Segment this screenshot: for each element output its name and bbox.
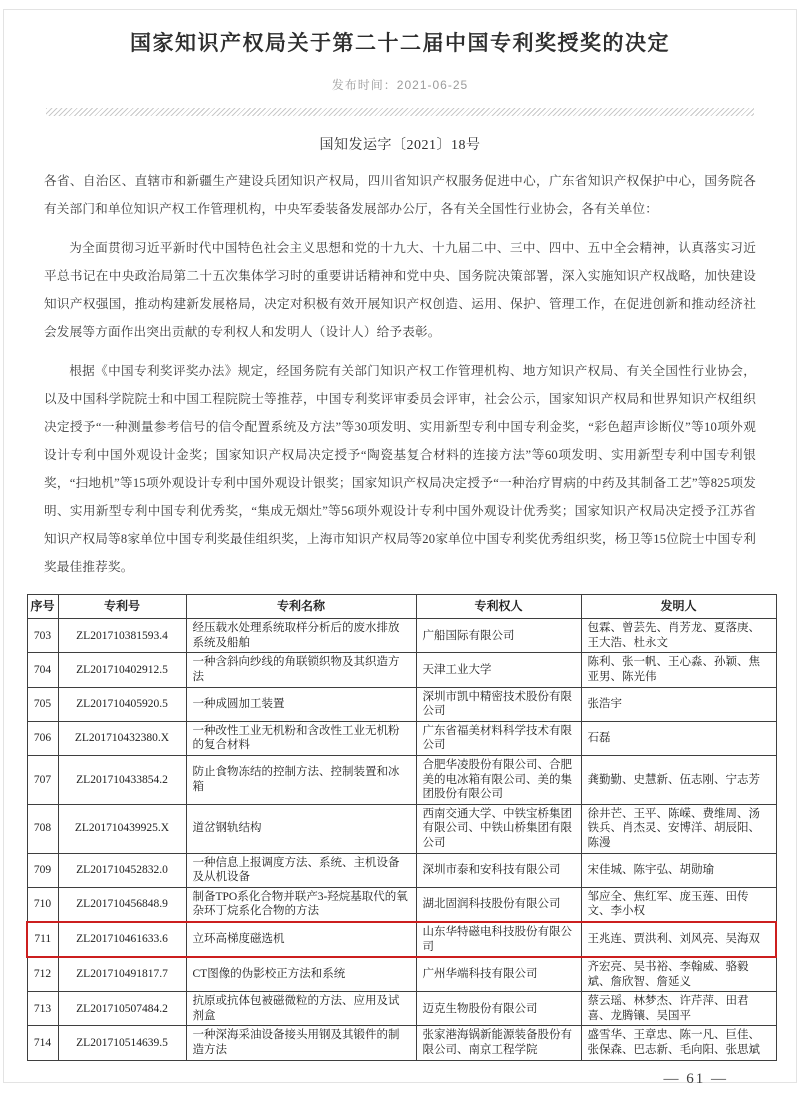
cell-patent-name: 防止食物冻结的控制方法、控制装置和冰箱 [186,755,416,804]
table-row [27,887,776,922]
column-header-patent-name: 专利名称 [186,595,416,619]
paragraph-addressees: 各省、自治区、直辖市和新疆生产建设兵团知识产权局，四川省知识产权服务促进中心，广东省知识产权保护中心，国务院各有关部门和单位知识产权工作管理机构，中央军委装备发展部办公厅，各有关全国性行业协会，各有关单位： [44,174,756,216]
cell-patentee: 天津工业大学 [416,653,581,687]
page-title: 国家知识产权局关于第二十二届中国专利奖授奖的决定 [130,32,670,55]
cell-patent-name: 一种深海采油设备接头用钢及其锻件的制造方法 [186,1026,416,1060]
cell-inventors: 宋佳城、陈宇弘、胡勋瑜 [581,853,776,887]
cell-inventors: 邹应全、焦红军、庞玉莲、田传文、李小权 [581,887,776,922]
cell-patentee: 迈克生物股份有限公司 [416,992,581,1026]
column-header-inventors: 发明人 [581,595,776,619]
table-row [27,653,776,687]
cell-patent-number: ZL201710402912.5 [58,653,186,687]
table-row [27,992,776,1026]
cell-patent-number: ZL201710491817.7 [58,957,186,992]
page-number: — 61 — [663,1070,728,1087]
table-row [27,721,776,755]
cell-patentee: 广州华端科技有限公司 [416,957,581,992]
cell-serial: 708 [27,804,58,853]
cell-inventors: 盛雪华、王章忠、陈一凡、巨佳、张保森、巴志新、毛向阳、张思斌 [581,1026,776,1060]
table-row [27,853,776,887]
cell-patentee: 广东省福美材料科学技术有限公司 [416,721,581,755]
paragraph-awards-overview: 根据《中国专利奖评奖办法》规定，经国务院有关部门知识产权工作管理机构、地方知识产权局、有关全国性行业协会，以及中国科学院院士和中国工程院院士等推荐，中国专利奖评审委员会评审，社会公示，国家知识产权局和世界知识产权组织决定授予“一种测量参考信号的信令配置系统及方法”等30项发明、实用新型专利中国专利金奖，“彩色超声诊断仪”等10项外观设计专利中国外观设计金奖；国家知识产权局决定授予“陶瓷基复合材料的连接方法”等60项发明、实用新型专利中国专利银奖，“扫地机”等15项外观设计专利中国外观设计银奖；国家知识产权局决定授予“一种治疗胃病的中药及其制备工艺”等825项发明、实用新型专利中国专利优秀奖，“集成无烟灶”等56项外观设计专利中国外观设计优秀奖；国家知识产权局决定授予江苏省知识产权局等8家单位中国专利奖最佳组织奖，上海市知识产权局等20家单位中国专利奖优秀组织奖，杨卫等15位院士中国专利奖最佳推荐奖。 [44,364,756,574]
cell-inventors: 齐宏亮、吴书裕、李翰威、骆毅斌、詹欣智、詹延义 [581,957,776,992]
cell-patent-name: 一种改性工业无机粉和含改性工业无机粉的复合材料 [186,721,416,755]
cell-patent-number: ZL201710381593.4 [58,619,186,653]
cell-patentee: 湖北固润科技股份有限公司 [416,887,581,922]
cell-patent-name: 一种成圆加工装置 [186,687,416,721]
cell-patent-name: 经压载水处理系统取样分析后的废水排放系统及船舶 [186,619,416,653]
document-number: 国知发运字〔2021〕18号 [319,138,481,153]
cell-patentee: 合肥华凌股份有限公司、合肥美的电冰箱有限公司、美的集团股份有限公司 [416,755,581,804]
cell-serial: 710 [27,887,58,922]
cell-serial: 709 [27,853,58,887]
cell-patent-name: 一种含斜向纱线的角联锁织物及其织造方法 [186,653,416,687]
publish-date: 发布时间：2021-06-25 [331,78,469,92]
cell-patentee: 深圳市泰和安科技有限公司 [416,853,581,887]
cell-patent-name: 一种信息上报调度方法、系统、主机设备及从机设备 [186,853,416,887]
cell-patent-number: ZL201710433854.2 [58,755,186,804]
cell-serial: 706 [27,721,58,755]
cell-serial: 711 [27,922,58,957]
cell-serial: 707 [27,755,58,804]
cell-inventors: 龚勤勤、史慧新、伍志刚、宁志芳 [581,755,776,804]
table-row-highlighted [27,922,776,957]
cell-patent-number: ZL201710507484.2 [58,992,186,1026]
table-row [27,619,776,653]
cell-serial: 703 [27,619,58,653]
cell-patent-number: ZL201710405920.5 [58,687,186,721]
cell-inventors: 张浩宇 [581,687,776,721]
hatched-divider [46,108,754,116]
cell-serial: 705 [27,687,58,721]
cell-patent-number: ZL201710452832.0 [58,853,186,887]
cell-patent-number: ZL201710432380.X [58,721,186,755]
table-header-row [27,595,776,619]
cell-serial: 704 [27,653,58,687]
cell-patent-name: CT图像的伪影校正方法和系统 [186,957,416,992]
cell-patent-number: ZL201710456848.9 [58,887,186,922]
cell-inventors: 蔡云瑶、林梦杰、许芹萍、田君喜、龙腾镶、吴国平 [581,992,776,1026]
column-header-patent-number: 专利号 [58,595,186,619]
cell-patent-name: 抗原或抗体包被磁微粒的方法、应用及试剂盒 [186,992,416,1026]
cell-patentee: 西南交通大学、中铁宝桥集团有限公司、中铁山桥集团有限公司 [416,804,581,853]
column-header-patentee: 专利权人 [416,595,581,619]
cell-patentee: 山东华特磁电科技股份有限公司 [416,922,581,957]
table-row [27,687,776,721]
patent-award-table [26,594,777,1061]
cell-patentee: 深圳市凯中精密技术股份有限公司 [416,687,581,721]
cell-serial: 712 [27,957,58,992]
cell-inventors: 王兆连、贾洪利、刘风亮、吴海双 [581,922,776,957]
paragraph-policy: 为全面贯彻习近平新时代中国特色社会主义思想和党的十九大、十九届二中、三中、四中、五中全会精神，认真落实习近平总书记在中央政治局第二十五次集体学习时的重要讲话精神和党中央、国务院决策部署，深入实施知识产权战略，加快建设知识产权强国，推动构建新发展格局，决定对积极有效开展知识产权创造、运用、保护、管理工作，在促进创新和推动经济社会发展等方面作出突出贡献的专利权人和发明人（设计人）给予表彰。 [44,241,756,339]
cell-serial: 714 [27,1026,58,1060]
cell-patent-number: ZL201710439925.X [58,804,186,853]
table-row [27,957,776,992]
cell-patent-name: 道岔钢轨结构 [186,804,416,853]
cell-patent-name: 立环高梯度磁选机 [186,922,416,957]
column-header-serial: 序号 [27,595,58,619]
cell-inventors: 包霖、曾芸先、肖芳龙、夏落庚、王大浩、杜永文 [581,619,776,653]
table-row [27,804,776,853]
cell-inventors: 石磊 [581,721,776,755]
table-row [27,755,776,804]
cell-inventors: 陈利、张一帆、王心淼、孙颖、焦亚男、陈光伟 [581,653,776,687]
table-row [27,1026,776,1060]
cell-serial: 713 [27,992,58,1026]
cell-inventors: 徐井芒、王平、陈嵘、费维周、汤铁兵、肖杰灵、安博洋、胡辰阳、陈漫 [581,804,776,853]
cell-patentee: 广船国际有限公司 [416,619,581,653]
cell-patentee: 张家港海锅新能源装备股份有限公司、南京工程学院 [416,1026,581,1060]
cell-patent-name: 制备TPO系化合物并联产3-羟烷基取代的氧杂环丁烷系化合物的方法 [186,887,416,922]
cell-patent-number: ZL201710461633.6 [58,922,186,957]
cell-patent-number: ZL201710514639.5 [58,1026,186,1060]
